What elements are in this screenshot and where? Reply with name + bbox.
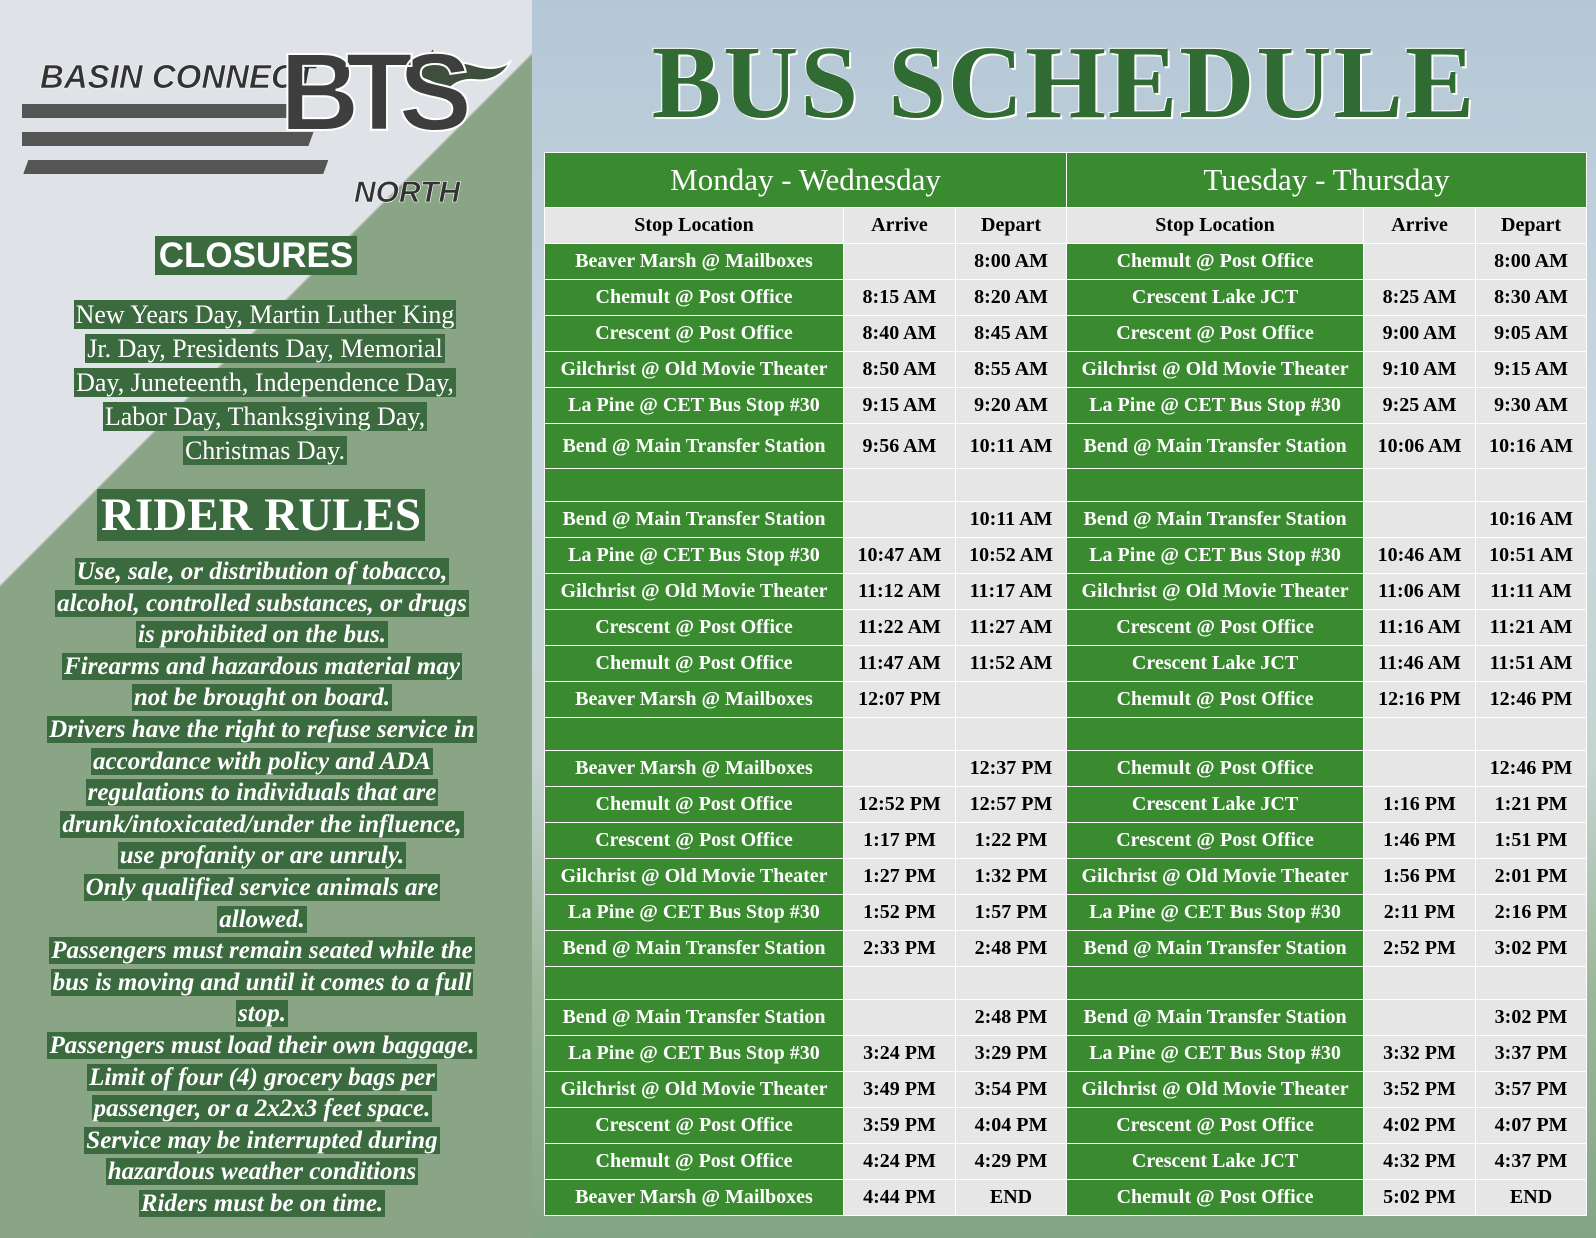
stop-location-cell <box>1067 967 1364 1000</box>
depart-time-cell: 2:01 PM <box>1476 859 1587 895</box>
arrive-time-cell <box>844 244 956 280</box>
arrive-time-cell: 8:25 AM <box>1364 280 1476 316</box>
stop-location-cell: Gilchrist @ Old Movie Theater <box>545 574 844 610</box>
stop-location-cell: La Pine @ CET Bus Stop #30 <box>1067 1036 1364 1072</box>
schedule-row <box>545 1144 1587 1180</box>
stop-location-cell: Chemult @ Post Office <box>545 787 844 823</box>
stop-location-cell: Gilchrist @ Old Movie Theater <box>1067 574 1364 610</box>
depart-time-cell: END <box>956 1180 1067 1216</box>
stop-location-cell <box>1067 718 1364 751</box>
stop-location-cell: Gilchrist @ Old Movie Theater <box>1067 352 1364 388</box>
logo-text-basin-connect: BASIN CONNECT <box>40 58 316 95</box>
arrive-time-cell: 8:15 AM <box>844 280 956 316</box>
depart-time-cell: 8:00 AM <box>956 244 1067 280</box>
schedule-row <box>545 787 1587 823</box>
depart-time-cell: 9:05 AM <box>1476 316 1587 352</box>
stop-location-cell: Chemult @ Post Office <box>545 280 844 316</box>
arrive-time-cell: 11:16 AM <box>1364 610 1476 646</box>
depart-time-cell: 3:29 PM <box>956 1036 1067 1072</box>
schedule-row <box>545 280 1587 316</box>
stop-location-cell: Crescent Lake JCT <box>1067 1144 1364 1180</box>
depart-time-cell: 11:17 AM <box>956 574 1067 610</box>
depart-time-cell: 10:16 AM <box>1476 424 1587 469</box>
stop-location-cell: Chemult @ Post Office <box>545 646 844 682</box>
depart-time-cell: 1:51 PM <box>1476 823 1587 859</box>
schedule-row <box>545 859 1587 895</box>
arrive-time-cell: 3:24 PM <box>844 1036 956 1072</box>
depart-time-cell: 4:07 PM <box>1476 1108 1587 1144</box>
arrive-time-cell: 4:24 PM <box>844 1144 956 1180</box>
arrive-time-cell <box>1364 502 1476 538</box>
arrive-time-cell <box>844 967 956 1000</box>
arrive-time-cell: 11:47 AM <box>844 646 956 682</box>
column-header-stop: Stop Location <box>545 208 844 244</box>
arrive-time-cell: 3:59 PM <box>844 1108 956 1144</box>
depart-time-cell: 1:22 PM <box>956 823 1067 859</box>
schedule-row <box>545 244 1587 280</box>
depart-time-cell: 11:27 AM <box>956 610 1067 646</box>
column-header-arrive: Arrive <box>844 208 956 244</box>
arrive-time-cell: 1:56 PM <box>1364 859 1476 895</box>
stop-location-cell: Chemult @ Post Office <box>545 1144 844 1180</box>
depart-time-cell: 12:57 PM <box>956 787 1067 823</box>
logo-monogram: BTS <box>280 40 458 154</box>
arrive-time-cell: 4:02 PM <box>1364 1108 1476 1144</box>
stop-location-cell: Crescent Lake JCT <box>1067 787 1364 823</box>
schedule-row <box>545 1180 1587 1216</box>
schedule-row <box>545 574 1587 610</box>
arrive-time-cell: 11:22 AM <box>844 610 956 646</box>
arrive-time-cell: 2:52 PM <box>1364 931 1476 967</box>
arrive-time-cell <box>1364 718 1476 751</box>
arrive-time-cell: 2:11 PM <box>1364 895 1476 931</box>
schedule-row <box>545 316 1587 352</box>
schedule-separator-row <box>545 718 1587 751</box>
depart-time-cell <box>1476 967 1587 1000</box>
depart-time-cell: 10:52 AM <box>956 538 1067 574</box>
arrive-time-cell <box>1364 1000 1476 1036</box>
stop-location-cell: Beaver Marsh @ Mailboxes <box>545 751 844 787</box>
depart-time-cell: END <box>1476 1180 1587 1216</box>
depart-time-cell: 8:30 AM <box>1476 280 1587 316</box>
depart-time-cell: 11:21 AM <box>1476 610 1587 646</box>
stop-location-cell: Gilchrist @ Old Movie Theater <box>545 352 844 388</box>
stop-location-cell: Bend @ Main Transfer Station <box>1067 502 1364 538</box>
depart-time-cell: 11:52 AM <box>956 646 1067 682</box>
depart-time-cell: 4:29 PM <box>956 1144 1067 1180</box>
arrive-time-cell: 1:52 PM <box>844 895 956 931</box>
arrive-time-cell: 1:46 PM <box>1364 823 1476 859</box>
arrive-time-cell: 3:49 PM <box>844 1072 956 1108</box>
column-header-depart: Depart <box>1476 208 1587 244</box>
schedule-row <box>545 1072 1587 1108</box>
arrive-time-cell: 10:47 AM <box>844 538 956 574</box>
depart-time-cell: 3:02 PM <box>1476 1000 1587 1036</box>
stop-location-cell <box>545 967 844 1000</box>
stop-location-cell: Crescent @ Post Office <box>1067 1108 1364 1144</box>
arrive-time-cell: 12:07 PM <box>844 682 956 718</box>
arrive-time-cell: 9:25 AM <box>1364 388 1476 424</box>
arrive-time-cell <box>1364 967 1476 1000</box>
depart-time-cell <box>1476 469 1587 502</box>
stop-location-cell <box>545 469 844 502</box>
stop-location-cell: Bend @ Main Transfer Station <box>545 502 844 538</box>
stop-location-cell: Gilchrist @ Old Movie Theater <box>1067 1072 1364 1108</box>
arrive-time-cell <box>844 718 956 751</box>
depart-time-cell: 3:57 PM <box>1476 1072 1587 1108</box>
stop-location-cell: Bend @ Main Transfer Station <box>545 1000 844 1036</box>
stop-location-cell: Crescent @ Post Office <box>545 610 844 646</box>
depart-time-cell: 9:15 AM <box>1476 352 1587 388</box>
arrive-time-cell: 2:33 PM <box>844 931 956 967</box>
depart-time-cell: 9:20 AM <box>956 388 1067 424</box>
schedule-body <box>545 244 1587 1216</box>
arrive-time-cell: 9:56 AM <box>844 424 956 469</box>
arrive-time-cell: 4:44 PM <box>844 1180 956 1216</box>
basin-connect-logo <box>22 40 522 220</box>
stop-location-cell: Crescent Lake JCT <box>1067 646 1364 682</box>
schedule-row <box>545 895 1587 931</box>
rider-rules-list: Use, sale, or distribution of tobacco, alcohol, controlled substances, or drugs is prohibited on the bus. Firearms and hazardous material may not be brought on board. Drivers have the right to refuse service in accordance with policy and ADA regulations to individuals that are drunk/intoxicated/under the influence, use profanity or are unruly. Only qualified service animals are allowed. Passengers must remain seated while the bus is moving and until it comes to a full stop. Passengers must load their own baggage. Limit of four (4) grocery bags per passenger, or a 2x2x3 feet space. Service may be interrupted during hazardous weather conditions Riders must be on time. <box>49 558 475 1217</box>
schedule-row <box>545 646 1587 682</box>
closures-list: New Years Day, Martin Luther King Jr. Day, Presidents Day, Memorial Day, Juneteenth, Independence Day, Labor Day, Thanksgiving Day, Christmas Day. <box>75 300 455 465</box>
day-header-tue-thu: Tuesday - Thursday <box>1067 153 1587 208</box>
depart-time-cell: 4:04 PM <box>956 1108 1067 1144</box>
left-panel <box>0 0 532 1238</box>
depart-time-cell: 8:00 AM <box>1476 244 1587 280</box>
stop-location-cell: La Pine @ CET Bus Stop #30 <box>1067 538 1364 574</box>
stop-location-cell: Crescent @ Post Office <box>1067 610 1364 646</box>
arrive-time-cell <box>844 751 956 787</box>
stop-location-cell: Crescent @ Post Office <box>545 823 844 859</box>
rider-rules-heading: RIDER RULES <box>0 488 522 542</box>
arrive-time-cell <box>844 469 956 502</box>
stop-location-cell: Bend @ Main Transfer Station <box>1067 1000 1364 1036</box>
stop-location-cell: Chemult @ Post Office <box>1067 682 1364 718</box>
depart-time-cell <box>1476 718 1587 751</box>
depart-time-cell: 3:37 PM <box>1476 1036 1587 1072</box>
depart-time-cell: 2:48 PM <box>956 931 1067 967</box>
logo-text-north: NORTH <box>354 176 461 209</box>
arrive-time-cell: 12:52 PM <box>844 787 956 823</box>
depart-time-cell: 4:37 PM <box>1476 1144 1587 1180</box>
stop-location-cell: Crescent @ Post Office <box>1067 316 1364 352</box>
arrive-time-cell: 11:46 AM <box>1364 646 1476 682</box>
stop-location-cell: Chemult @ Post Office <box>1067 1180 1364 1216</box>
stop-location-cell: Gilchrist @ Old Movie Theater <box>545 1072 844 1108</box>
depart-time-cell: 8:20 AM <box>956 280 1067 316</box>
depart-time-cell: 2:16 PM <box>1476 895 1587 931</box>
stop-location-cell: La Pine @ CET Bus Stop #30 <box>545 895 844 931</box>
arrive-time-cell: 11:06 AM <box>1364 574 1476 610</box>
depart-time-cell <box>956 967 1067 1000</box>
schedule-separator-row <box>545 967 1587 1000</box>
arrive-time-cell <box>844 502 956 538</box>
stop-location-cell: Chemult @ Post Office <box>1067 751 1364 787</box>
schedule-table <box>544 152 1587 1216</box>
depart-time-cell <box>956 718 1067 751</box>
depart-time-cell: 12:46 PM <box>1476 751 1587 787</box>
stop-location-cell: Bend @ Main Transfer Station <box>1067 424 1364 469</box>
depart-time-cell <box>956 469 1067 502</box>
schedule-row <box>545 1036 1587 1072</box>
arrive-time-cell: 3:32 PM <box>1364 1036 1476 1072</box>
schedule-row <box>545 751 1587 787</box>
stop-location-cell: La Pine @ CET Bus Stop #30 <box>1067 388 1364 424</box>
column-header-arrive: Arrive <box>1364 208 1476 244</box>
arrive-time-cell <box>1364 751 1476 787</box>
stop-location-cell: Crescent Lake JCT <box>1067 280 1364 316</box>
column-header-stop: Stop Location <box>1067 208 1364 244</box>
schedule-row <box>545 424 1587 469</box>
depart-time-cell: 2:48 PM <box>956 1000 1067 1036</box>
depart-time-cell: 1:32 PM <box>956 859 1067 895</box>
depart-time-cell: 3:02 PM <box>1476 931 1587 967</box>
schedule-row <box>545 931 1587 967</box>
depart-time-cell <box>956 682 1067 718</box>
stop-location-cell: Chemult @ Post Office <box>1067 244 1364 280</box>
schedule-row <box>545 610 1587 646</box>
arrive-time-cell: 10:06 AM <box>1364 424 1476 469</box>
depart-time-cell: 11:51 AM <box>1476 646 1587 682</box>
stop-location-cell: Beaver Marsh @ Mailboxes <box>545 244 844 280</box>
arrive-time-cell: 5:02 PM <box>1364 1180 1476 1216</box>
stop-location-cell: Crescent @ Post Office <box>545 316 844 352</box>
stop-location-cell: Beaver Marsh @ Mailboxes <box>545 1180 844 1216</box>
stop-location-cell: Bend @ Main Transfer Station <box>545 424 844 469</box>
depart-time-cell: 8:55 AM <box>956 352 1067 388</box>
depart-time-cell: 12:46 PM <box>1476 682 1587 718</box>
arrive-time-cell: 12:16 PM <box>1364 682 1476 718</box>
stop-location-cell: Beaver Marsh @ Mailboxes <box>545 682 844 718</box>
arrive-time-cell: 1:27 PM <box>844 859 956 895</box>
depart-time-cell: 12:37 PM <box>956 751 1067 787</box>
stop-location-cell: Crescent @ Post Office <box>545 1108 844 1144</box>
arrive-time-cell <box>1364 244 1476 280</box>
stop-location-cell: Bend @ Main Transfer Station <box>545 931 844 967</box>
stop-location-cell: Gilchrist @ Old Movie Theater <box>1067 859 1364 895</box>
arrive-time-cell: 4:32 PM <box>1364 1144 1476 1180</box>
page-title: BUS SCHEDULE <box>651 25 1477 140</box>
arrive-time-cell: 9:00 AM <box>1364 316 1476 352</box>
day-header-mon-wed: Monday - Wednesday <box>545 153 1067 208</box>
arrive-time-cell: 10:46 AM <box>1364 538 1476 574</box>
depart-time-cell: 8:45 AM <box>956 316 1067 352</box>
schedule-row <box>545 1000 1587 1036</box>
arrive-time-cell: 1:16 PM <box>1364 787 1476 823</box>
depart-time-cell: 3:54 PM <box>956 1072 1067 1108</box>
stop-location-cell: La Pine @ CET Bus Stop #30 <box>545 538 844 574</box>
schedule-row <box>545 352 1587 388</box>
closures-heading: CLOSURES <box>0 236 512 276</box>
arrive-time-cell: 3:52 PM <box>1364 1072 1476 1108</box>
stop-location-cell <box>1067 469 1364 502</box>
stop-location-cell: Bend @ Main Transfer Station <box>1067 931 1364 967</box>
depart-time-cell: 10:11 AM <box>956 502 1067 538</box>
stop-location-cell: La Pine @ CET Bus Stop #30 <box>545 1036 844 1072</box>
schedule-row <box>545 538 1587 574</box>
schedule-row <box>545 502 1587 538</box>
arrive-time-cell: 11:12 AM <box>844 574 956 610</box>
schedule-separator-row <box>545 469 1587 502</box>
depart-time-cell: 10:11 AM <box>956 424 1067 469</box>
depart-time-cell: 10:16 AM <box>1476 502 1587 538</box>
schedule-row <box>545 823 1587 859</box>
arrive-time-cell <box>844 1000 956 1036</box>
arrive-time-cell: 9:15 AM <box>844 388 956 424</box>
depart-time-cell: 9:30 AM <box>1476 388 1587 424</box>
schedule-row <box>545 388 1587 424</box>
column-header-depart: Depart <box>956 208 1067 244</box>
stop-location-cell: Crescent @ Post Office <box>1067 823 1364 859</box>
arrive-time-cell: 1:17 PM <box>844 823 956 859</box>
depart-time-cell: 11:11 AM <box>1476 574 1587 610</box>
depart-time-cell: 1:57 PM <box>956 895 1067 931</box>
arrive-time-cell: 8:40 AM <box>844 316 956 352</box>
schedule-row <box>545 682 1587 718</box>
stop-location-cell: Gilchrist @ Old Movie Theater <box>545 859 844 895</box>
arrive-time-cell <box>1364 469 1476 502</box>
depart-time-cell: 10:51 AM <box>1476 538 1587 574</box>
arrive-time-cell: 9:10 AM <box>1364 352 1476 388</box>
schedule-row <box>545 1108 1587 1144</box>
stop-location-cell <box>545 718 844 751</box>
arrive-time-cell: 8:50 AM <box>844 352 956 388</box>
stop-location-cell: La Pine @ CET Bus Stop #30 <box>545 388 844 424</box>
depart-time-cell: 1:21 PM <box>1476 787 1587 823</box>
stop-location-cell: La Pine @ CET Bus Stop #30 <box>1067 895 1364 931</box>
